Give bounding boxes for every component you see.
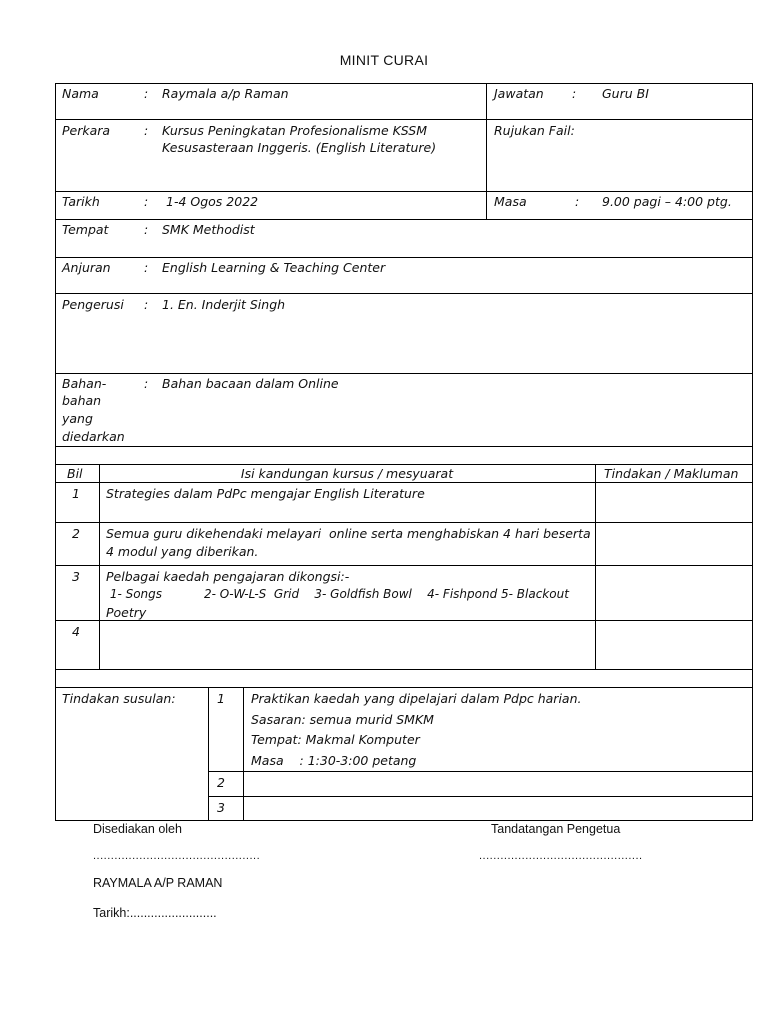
row-divider [208, 796, 753, 797]
date-line: Tarikh:......................... [93, 906, 217, 920]
colon: : [572, 86, 577, 101]
followup-line: Sasaran: semua murid SMKM [251, 712, 434, 727]
agenda-text-line: 1- Songs 2- O-W-L-S Grid 3- Goldfish Bowl 4- Fishpond 5- Blackout [106, 587, 569, 601]
colon: : [575, 194, 580, 209]
bahan-label-line: yang [62, 411, 93, 426]
row-divider [55, 669, 753, 670]
agenda-bil: 1 [72, 486, 80, 501]
followup-line: Tempat: Makmal Komputer [251, 732, 420, 747]
col-header-isi: Isi kandungan kursus / mesyuarat [240, 466, 454, 481]
bahan-label-line: bahan [62, 393, 102, 408]
row-divider [55, 219, 753, 220]
column-divider [99, 464, 100, 669]
tarikh-value: 1-4 Ogos 2022 [166, 194, 259, 209]
colon: : [144, 376, 149, 391]
row-divider [55, 620, 753, 621]
column-divider [243, 687, 244, 821]
column-divider [208, 687, 209, 821]
row-divider [55, 565, 753, 566]
document-title: MINIT CURAI [339, 52, 429, 68]
row-divider [55, 119, 753, 120]
agenda-bil: 4 [72, 624, 80, 639]
tempat-value: SMK Methodist [162, 222, 255, 237]
bahan-label-line: Bahan- [62, 376, 107, 391]
followup-label: Tindakan susulan: [62, 691, 176, 706]
anjuran-value: English Learning & Teaching Center [162, 260, 386, 275]
prepared-by-label: Disediakan oleh [93, 822, 182, 836]
bahan-value: Bahan bacaan dalam Online [162, 376, 339, 391]
followup-line: Praktikan kaedah yang dipelajari dalam Pdpc harian. [251, 691, 582, 706]
pengerusi-value: 1. En. Inderjit Singh [162, 297, 286, 312]
agenda-bil: 3 [72, 569, 80, 584]
column-divider [595, 464, 596, 669]
colon: : [144, 297, 149, 312]
agenda-text-line: Semua guru dikehendaki melayari online serta menghabiskan 4 hari beserta [106, 526, 591, 541]
nama-value: Raymala a/p Raman [162, 86, 289, 101]
perkara-value-line2: Kesusasteraan Inggeris. (English Literature) [162, 140, 437, 155]
anjuran-label: Anjuran [62, 260, 111, 275]
column-divider [486, 83, 487, 219]
agenda-text-line: Strategies dalam PdPc mengajar English Literature [106, 486, 425, 501]
rujukan-fail-label: Rujukan Fail: [494, 123, 575, 138]
colon: : [144, 222, 149, 237]
row-divider [55, 191, 753, 192]
nama-label: Nama [62, 86, 99, 101]
colon: : [144, 260, 149, 275]
followup-num: 3 [217, 800, 225, 815]
agenda-text-line: Pelbagai kaedah pengajaran dikongsi:- [106, 569, 350, 584]
followup-line: Masa : 1:30-3:00 petang [251, 753, 417, 768]
pengerusi-label: Pengerusi [62, 297, 124, 312]
agenda-text-line: 4 modul yang diberikan. [106, 544, 259, 559]
principal-signature-label: Tandatangan Pengetua [491, 822, 621, 836]
signature-line-left: ............................................... [93, 850, 261, 862]
followup-num: 1 [217, 691, 225, 706]
row-divider [55, 522, 753, 523]
bahan-label-line: diedarkan [62, 429, 125, 444]
followup-num: 2 [217, 775, 225, 790]
row-divider [55, 482, 753, 483]
colon: : [144, 86, 149, 101]
masa-value: 9.00 pagi – 4:00 ptg. [602, 194, 732, 209]
perkara-value-line1: Kursus Peningkatan Profesionalisme KSSM [162, 123, 428, 138]
perkara-label: Perkara [62, 123, 111, 138]
preparer-name: RAYMALA A/P RAMAN [93, 876, 223, 890]
signature-line-right: .............................................. [479, 850, 643, 862]
tempat-label: Tempat [62, 222, 109, 237]
colon: : [144, 123, 149, 138]
jawatan-value: Guru BI [602, 86, 649, 101]
row-divider [208, 771, 753, 772]
col-header-bil: Bil [67, 466, 83, 481]
agenda-bil: 2 [72, 526, 80, 541]
tarikh-label: Tarikh [62, 194, 100, 209]
row-divider [55, 373, 753, 374]
row-divider [55, 257, 753, 258]
masa-label: Masa [494, 194, 527, 209]
row-divider [55, 293, 753, 294]
col-header-tindakan: Tindakan / Makluman [604, 466, 739, 481]
colon: : [144, 194, 149, 209]
jawatan-label: Jawatan [494, 86, 544, 101]
agenda-text-line: Poetry [106, 605, 147, 620]
